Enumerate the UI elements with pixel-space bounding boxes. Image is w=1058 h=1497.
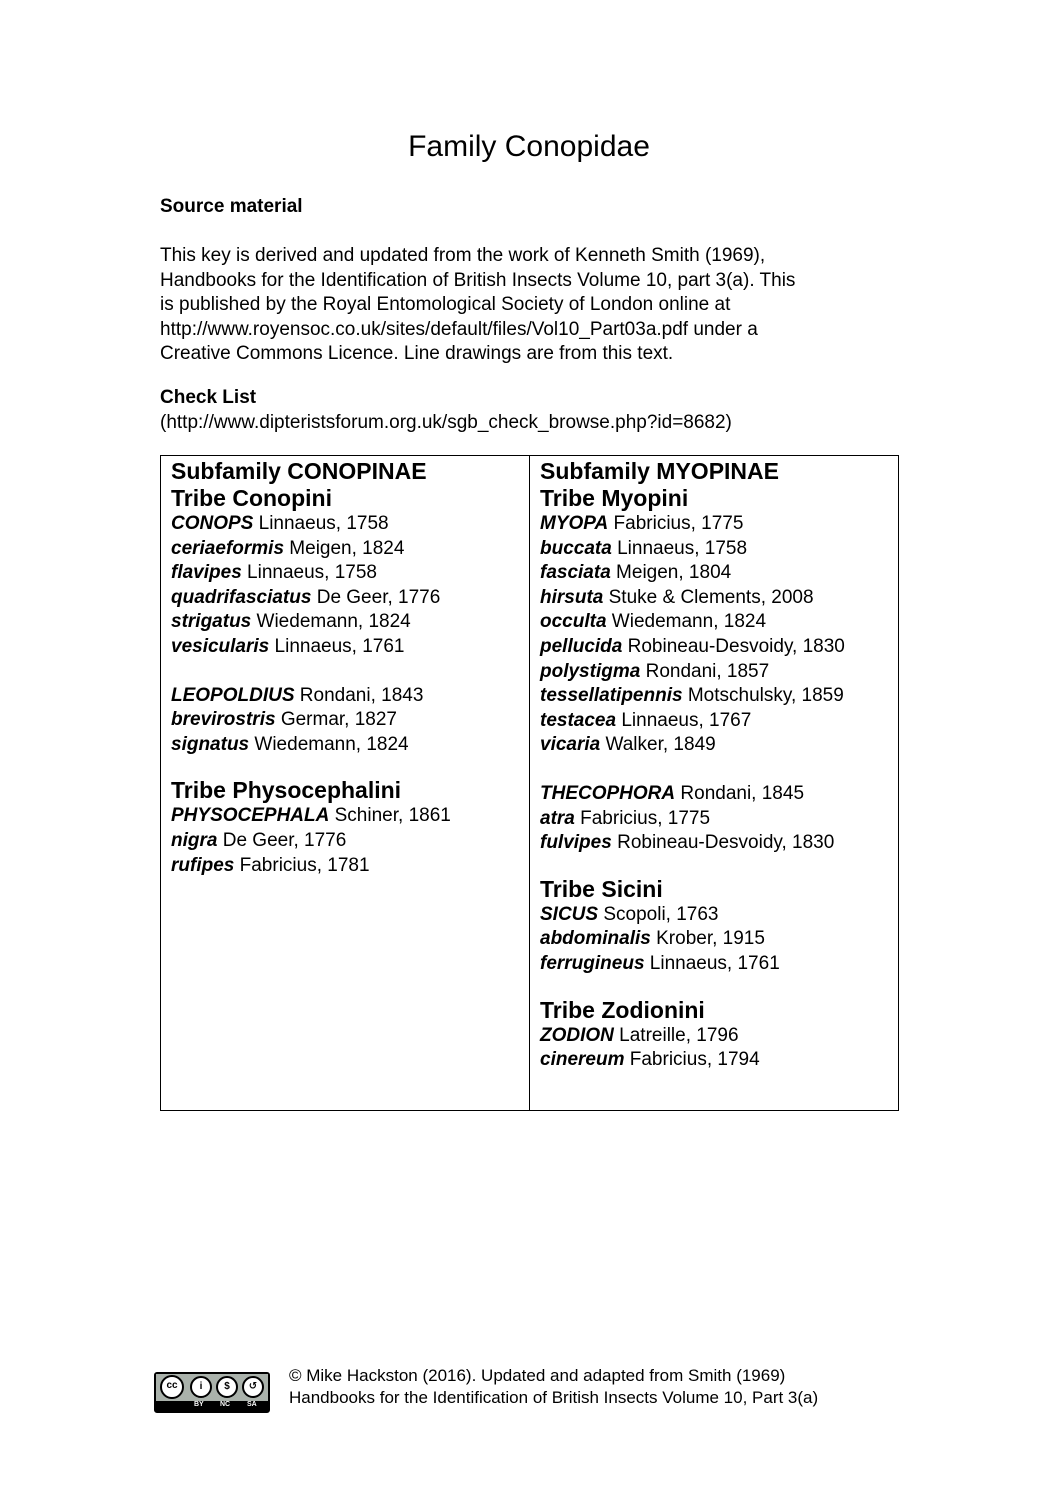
source-heading: Source material xyxy=(160,196,303,217)
creative-commons-badge xyxy=(154,1372,270,1413)
taxon-row xyxy=(540,660,890,685)
footer-line: Handbooks for the Identification of British Insects Volume 10, Part 3(a) xyxy=(289,1388,819,1407)
taxon-name: LEOPOLDIUS xyxy=(171,684,295,706)
checklist-url-text: (http://www.dipteristsforum.org.uk/sgb_check_browse.php?id=8682) xyxy=(160,412,732,433)
taxon-name: strigatus xyxy=(171,611,252,633)
taxon-row xyxy=(171,708,521,733)
taxon-author: Wiedemann, 1824 xyxy=(249,733,409,755)
taxon-name: occulta xyxy=(540,611,607,633)
taxon-author: Linnaeus, 1761 xyxy=(269,635,405,657)
column-myopinae xyxy=(540,458,890,1097)
taxon-name: SICUS xyxy=(540,903,599,925)
tribe-heading: Tribe Myopini xyxy=(540,485,689,511)
source-line: http://www.royensoc.co.uk/sites/default/files/Vol10_Part03a.pdf under a xyxy=(160,318,758,340)
taxon-author: Latreille, 1796 xyxy=(613,1024,739,1046)
taxon-author: Linnaeus, 1758 xyxy=(253,513,389,534)
taxon-author: Krober, 1915 xyxy=(650,928,765,950)
taxon-name: fulvipes xyxy=(540,832,612,854)
taxon-row xyxy=(540,733,890,758)
taxon-author: Robineau-Desvoidy, 1830 xyxy=(611,832,835,854)
taxon-name: CONOPS xyxy=(171,513,254,534)
taxon-row xyxy=(171,854,521,879)
taxon-row xyxy=(540,684,890,709)
taxon-row xyxy=(171,512,521,537)
taxon-row xyxy=(171,561,521,586)
badge-label-sa: SA xyxy=(247,1401,257,1408)
taxon-row xyxy=(540,831,890,856)
taxon-row xyxy=(540,709,890,734)
taxon-author: Fabricius, 1794 xyxy=(624,1049,760,1071)
taxon-name: nigra xyxy=(171,829,218,851)
taxon-name: brevirostris xyxy=(171,709,276,731)
taxon-row xyxy=(540,952,890,977)
taxon-name: cinereum xyxy=(540,1049,625,1071)
source-line: is published by the Royal Entomological Society of London online at xyxy=(160,294,731,316)
taxon-row xyxy=(540,635,890,660)
taxon-name: flavipes xyxy=(171,562,242,584)
page-title: Family Conopidae xyxy=(408,130,650,163)
taxon-row xyxy=(540,903,890,928)
taxon-name: testacea xyxy=(540,709,617,731)
taxon-author: Rondani, 1857 xyxy=(640,660,770,682)
taxon-author: De Geer, 1776 xyxy=(311,586,441,608)
taxon-author: Meigen, 1824 xyxy=(284,537,405,559)
taxon-row xyxy=(540,610,890,635)
taxon-author: Germar, 1827 xyxy=(275,709,397,731)
taxon-row xyxy=(540,927,890,952)
taxon-row xyxy=(171,537,521,562)
taxon-row xyxy=(540,807,890,832)
taxon-row xyxy=(171,610,521,635)
taxon-row xyxy=(171,684,521,709)
taxon-author: Fabricius, 1781 xyxy=(234,854,370,876)
column-conopinae xyxy=(171,458,521,902)
taxon-author: De Geer, 1776 xyxy=(217,829,347,851)
source-line: This key is derived and updated from the work of Kenneth Smith (1969), xyxy=(160,245,766,266)
taxon-author: Schiner, 1861 xyxy=(329,805,451,827)
taxon-row xyxy=(171,586,521,611)
taxon-row xyxy=(540,1024,890,1049)
taxon-name: ferrugineus xyxy=(540,952,645,974)
tribe-heading: Tribe Conopini xyxy=(171,485,332,511)
taxon-author: Motschulsky, 1859 xyxy=(682,685,844,707)
checklist-url xyxy=(160,411,920,436)
taxon-author: Linnaeus, 1767 xyxy=(616,709,752,731)
taxon-row xyxy=(540,512,890,537)
source-line: Creative Commons Licence. Line drawings are from this text. xyxy=(160,343,674,365)
tribe-heading: Tribe Zodionini xyxy=(540,996,705,1023)
attribution-icon: i xyxy=(190,1376,212,1398)
checklist-heading: Check List xyxy=(160,387,257,408)
tribe-heading: Tribe Sicini xyxy=(540,875,663,902)
taxon-name: PHYSOCEPHALA xyxy=(171,805,330,827)
noncommercial-icon: $ xyxy=(216,1376,238,1398)
taxon-name: vicaria xyxy=(540,734,601,756)
taxon-name: polystigma xyxy=(540,660,641,682)
taxon-author: Robineau-Desvoidy, 1830 xyxy=(622,635,845,657)
taxon-name: MYOPA xyxy=(540,513,609,534)
taxon-row xyxy=(540,586,890,611)
taxon-name: vesicularis xyxy=(171,635,270,657)
taxon-name: ZODION xyxy=(540,1024,614,1046)
sharealike-icon: ↺ xyxy=(242,1376,264,1398)
genus-group xyxy=(540,997,890,1073)
taxon-name: pellucida xyxy=(540,635,623,657)
taxon-row xyxy=(171,635,521,660)
subfamily-heading: Subfamily CONOPINAE xyxy=(171,458,427,484)
taxon-name: atra xyxy=(540,807,575,829)
badge-label-by: BY xyxy=(194,1401,204,1408)
taxon-row xyxy=(540,1048,890,1073)
taxon-author: Walker, 1849 xyxy=(600,734,716,756)
source-paragraph xyxy=(160,244,920,367)
tribe-heading: Tribe Physocephalini xyxy=(171,777,402,804)
genus-group xyxy=(540,485,890,758)
taxon-name: quadrifasciatus xyxy=(171,586,312,608)
taxon-name: abdominalis xyxy=(540,928,651,950)
genus-group xyxy=(540,876,890,977)
taxon-author: Scopoli, 1763 xyxy=(598,903,719,925)
taxon-name: signatus xyxy=(171,733,250,755)
taxon-name: hirsuta xyxy=(540,586,604,608)
genus-group xyxy=(171,485,521,660)
taxon-author: Wiedemann, 1824 xyxy=(606,611,767,633)
taxon-author: Rondani, 1843 xyxy=(294,684,424,706)
taxon-name: tessellatipennis xyxy=(540,685,683,707)
footer-line: © Mike Hackston (2016). Updated and adapted from Smith (1969) xyxy=(289,1366,786,1385)
taxon-row xyxy=(540,782,890,807)
taxon-author: Rondani, 1845 xyxy=(675,782,805,804)
taxon-name: rufipes xyxy=(171,854,235,876)
genus-group xyxy=(171,777,521,878)
taxon-author: Linnaeus, 1761 xyxy=(644,952,780,974)
taxon-author: Linnaeus, 1758 xyxy=(611,537,748,559)
genus-group xyxy=(171,684,521,758)
checklist-table xyxy=(160,455,899,1111)
source-line: Handbooks for the Identification of British Insects Volume 10, part 3(a). This xyxy=(160,269,796,291)
taxon-author: Linnaeus, 1758 xyxy=(241,562,377,584)
taxon-name: ceriaeformis xyxy=(171,537,285,559)
taxon-author: Wiedemann, 1824 xyxy=(251,611,411,633)
taxon-row xyxy=(171,829,521,854)
taxon-name: THECOPHORA xyxy=(540,782,676,804)
taxon-row xyxy=(171,804,521,829)
taxon-name: buccata xyxy=(540,537,612,559)
taxon-row xyxy=(171,733,521,758)
genus-group xyxy=(540,782,890,856)
taxon-row xyxy=(540,561,890,586)
taxon-author: Stuke & Clements, 2008 xyxy=(603,586,814,608)
taxon-author: Meigen, 1804 xyxy=(610,562,732,584)
taxon-name: fasciata xyxy=(540,562,611,584)
taxon-row xyxy=(540,537,890,562)
column-divider xyxy=(529,456,530,1110)
taxon-author: Fabricius, 1775 xyxy=(574,807,711,829)
cc-icon: cc xyxy=(160,1375,184,1399)
badge-label-nc: NC xyxy=(220,1401,231,1408)
footer-credit xyxy=(289,1365,818,1409)
taxon-author: Fabricius, 1775 xyxy=(608,513,744,534)
subfamily-heading: Subfamily MYOPINAE xyxy=(540,458,779,484)
